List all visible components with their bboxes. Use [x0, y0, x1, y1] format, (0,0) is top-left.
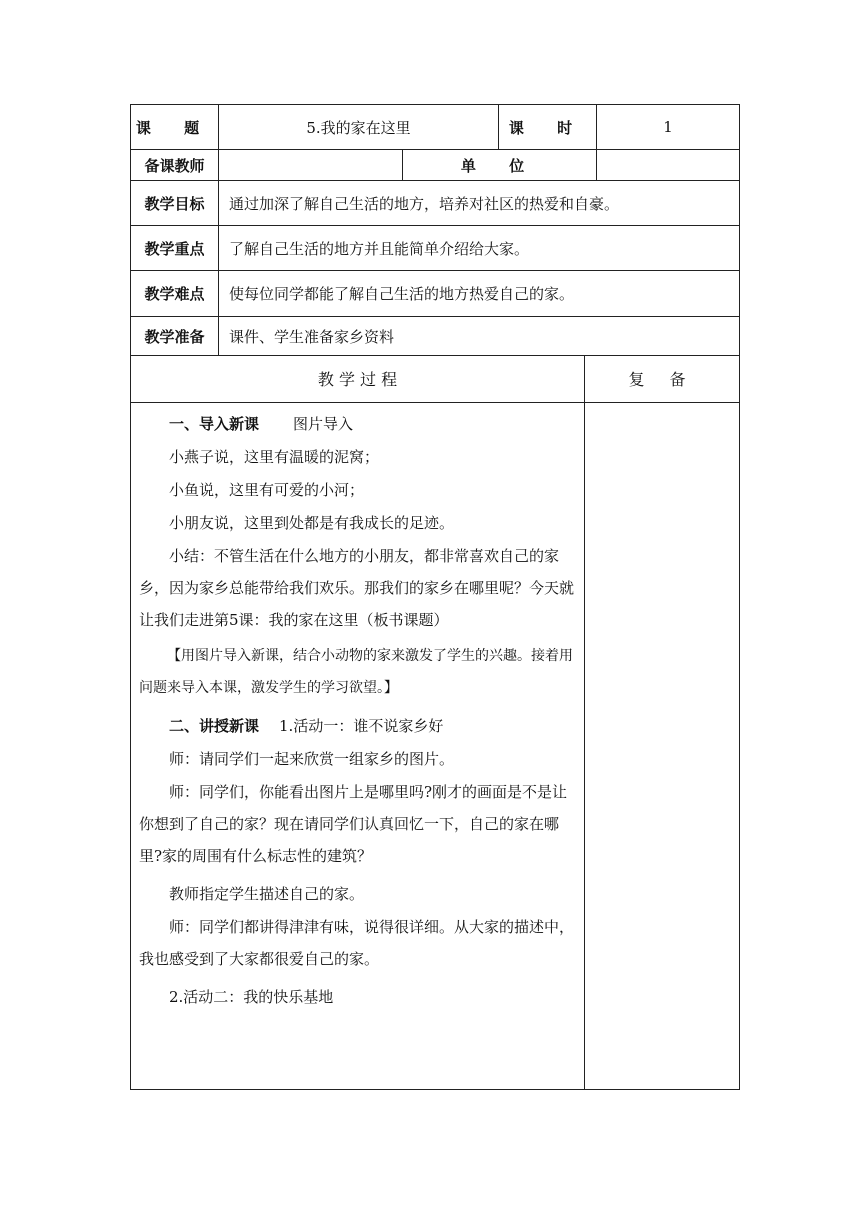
lesson-plan-document: [130, 104, 739, 1090]
difficulty-row: [131, 271, 740, 317]
topic-label: 课 题: [131, 105, 219, 150]
section2-line: [139, 715, 576, 737]
key-point-label: 教学重点: [131, 226, 219, 271]
paragraph-summary: 小结：不管生活在什么地方的小朋友，都非常喜欢自己的家乡，因为家乡总能带给我们欢乐。那我们的家乡在哪里呢？今天就让我们走进第5课：我的家在这里（板书课题）: [139, 546, 575, 629]
section1-heading: 一、导入新课: [169, 414, 260, 433]
difficulty-label: 教学难点: [131, 271, 219, 317]
section1-line: [139, 413, 576, 435]
paragraph-teacher-4: 师：同学们都讲得津津有味，说得很详细。从大家的描述中，我也感受到了大家都很爱自己的家。: [139, 917, 575, 968]
process-header-row: [131, 356, 740, 402]
difficulty-value: 使每位同学都能了解自己生活的地方热爱自己的家。: [219, 271, 740, 317]
period-value: 1: [597, 105, 740, 150]
process-title: 教 学 过 程: [131, 356, 585, 402]
period-label: 课 时: [499, 105, 597, 150]
preparation-value: 课件、学生准备家乡资料: [219, 317, 740, 356]
preparation-label: 教学准备: [131, 317, 219, 356]
process-body-row: [131, 402, 740, 1089]
section2-heading: 二、讲授新课: [169, 716, 260, 735]
unit-label: 单 位: [460, 156, 539, 175]
paragraph-teacher-2: 师：同学们，你能看出图片上是哪里吗?刚才的画面是不是让你想到了自己的家？现在请同学们认真回忆一下，自己的家在哪里?家的周围有什么标志性的建筑？: [139, 782, 568, 865]
paragraph-child: 小朋友说，这里到处都是有我成长的足迹。: [169, 513, 455, 532]
teacher-unit-cell: [219, 150, 597, 181]
teacher-row: [131, 150, 740, 181]
section1-sub: 图片导入: [293, 414, 354, 433]
paragraph-swallow: 小燕子说，这里有温暖的泥窝；: [169, 447, 380, 466]
review-title: 复 备: [585, 356, 740, 402]
goal-row: [131, 181, 740, 226]
topic-value: 5.我的家在这里: [219, 105, 499, 150]
lesson-plan-header-table: [130, 104, 740, 356]
teaching-process-table: [130, 356, 740, 1090]
unit-value: [597, 150, 740, 181]
process-content: [131, 402, 585, 1089]
paragraph-teacher-1: 师：请同学们一起来欣赏一组家乡的图片。: [169, 749, 455, 768]
goal-value: 通过加深了解自己生活的地方，培养对社区的热爱和自豪。: [219, 181, 740, 226]
paragraph-activity-2: 2.活动二：我的快乐基地: [169, 987, 334, 1006]
paragraph-teacher-3: 教师指定学生描述自己的家。: [169, 884, 365, 903]
goal-label: 教学目标: [131, 181, 219, 226]
key-point-value: 了解自己生活的地方并且能简单介绍给大家。: [219, 226, 740, 271]
preparation-row: [131, 317, 740, 356]
section2-sub: 1.活动一：谁不说家乡好: [279, 716, 444, 735]
paragraph-note: 【用图片导入新课，结合小动物的家来激发了学生的兴趣。接着用问题来导入本课，激发学生的学习欲望。】: [139, 647, 573, 696]
paragraph-fish: 小鱼说，这里有可爱的小河；: [169, 480, 365, 499]
topic-row: [131, 105, 740, 150]
teacher-label: 备课教师: [131, 150, 219, 181]
teacher-value: [219, 150, 403, 180]
review-column: [585, 402, 740, 1089]
key-point-row: [131, 226, 740, 271]
